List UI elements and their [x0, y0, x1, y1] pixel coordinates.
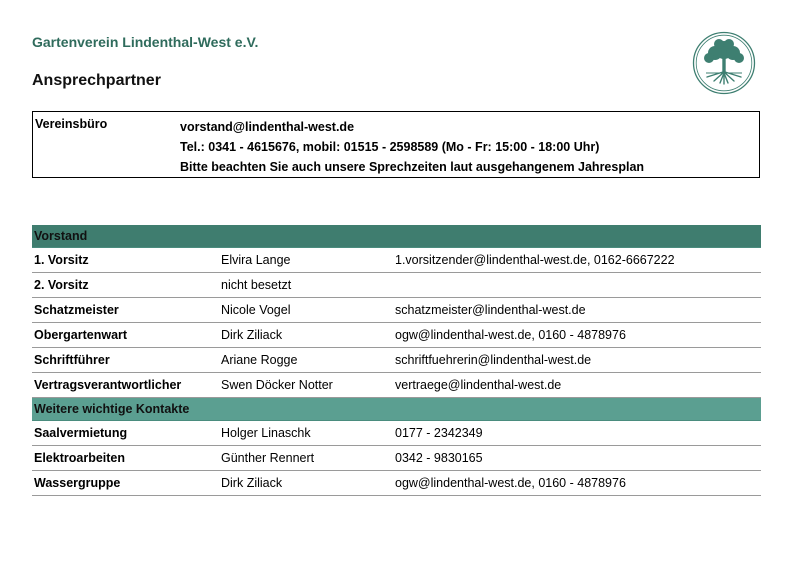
- contact-cell: ogw@lindenthal-west.de, 0160 - 4878976: [391, 471, 761, 496]
- contact-cell: [391, 273, 761, 298]
- name-cell: Dirk Ziliack: [217, 323, 391, 348]
- table-row: [32, 323, 761, 348]
- role-cell: Saalvermietung: [32, 421, 217, 446]
- role-cell: Schriftführer: [32, 348, 217, 373]
- contact-cell: 1.vorsitzender@lindenthal-west.de, 0162-6667222: [391, 248, 761, 273]
- page-title: Ansprechpartner: [32, 72, 161, 89]
- name-cell: Holger Linaschk: [217, 421, 391, 446]
- role-cell: Elektroarbeiten: [32, 446, 217, 471]
- contact-cell: 0177 - 2342349: [391, 421, 761, 446]
- section-header-vorstand: [32, 225, 761, 248]
- role-cell: Vertragsverantwortlicher: [32, 373, 217, 398]
- table-row: [32, 273, 761, 298]
- office-phone: Tel.: 0341 - 4615676, mobil: 01515 - 2598589 (Mo - Fr: 15:00 - 18:00 Uhr): [180, 140, 600, 154]
- name-cell: Günther Rennert: [217, 446, 391, 471]
- role-cell: Schatzmeister: [32, 298, 217, 323]
- table-row: [32, 421, 761, 446]
- office-note: Bitte beachten Sie auch unsere Sprechzeiten laut ausgehangenem Jahresplan: [180, 160, 645, 174]
- table-row: [32, 298, 761, 323]
- contact-cell: schatzmeister@lindenthal-west.de: [391, 298, 761, 323]
- table-row: [32, 471, 761, 496]
- role-cell: 2. Vorsitz: [32, 273, 217, 298]
- table-row: [32, 248, 761, 273]
- contact-cell: schriftfuehrerin@lindenthal-west.de: [391, 348, 761, 373]
- tree-of-life-icon: [692, 31, 756, 95]
- office-info-box: [32, 111, 760, 178]
- name-cell: Dirk Ziliack: [217, 471, 391, 496]
- name-cell: Elvira Lange: [217, 248, 391, 273]
- name-cell: Ariane Rogge: [217, 348, 391, 373]
- contact-cell: ogw@lindenthal-west.de, 0160 - 4878976: [391, 323, 761, 348]
- table-row: [32, 348, 761, 373]
- name-cell: nicht besetzt: [217, 273, 391, 298]
- name-cell: Swen Döcker Notter: [217, 373, 391, 398]
- table-row: [32, 446, 761, 471]
- role-cell: 1. Vorsitz: [32, 248, 217, 273]
- name-cell: Nicole Vogel: [217, 298, 391, 323]
- role-cell: Obergartenwart: [32, 323, 217, 348]
- contact-cell: 0342 - 9830165: [391, 446, 761, 471]
- org-name: Gartenverein Lindenthal-West e.V.: [32, 34, 259, 50]
- contact-cell: vertraege@lindenthal-west.de: [391, 373, 761, 398]
- contacts-table: [32, 225, 761, 496]
- office-label: Vereinsbüro: [35, 117, 108, 131]
- section-title: Vorstand: [32, 225, 761, 248]
- office-email: vorstand@lindenthal-west.de: [180, 120, 355, 134]
- table-row: [32, 373, 761, 398]
- role-cell: Wassergruppe: [32, 471, 217, 496]
- section-title: Weitere wichtige Kontakte: [32, 398, 761, 421]
- section-header-contacts: [32, 398, 761, 421]
